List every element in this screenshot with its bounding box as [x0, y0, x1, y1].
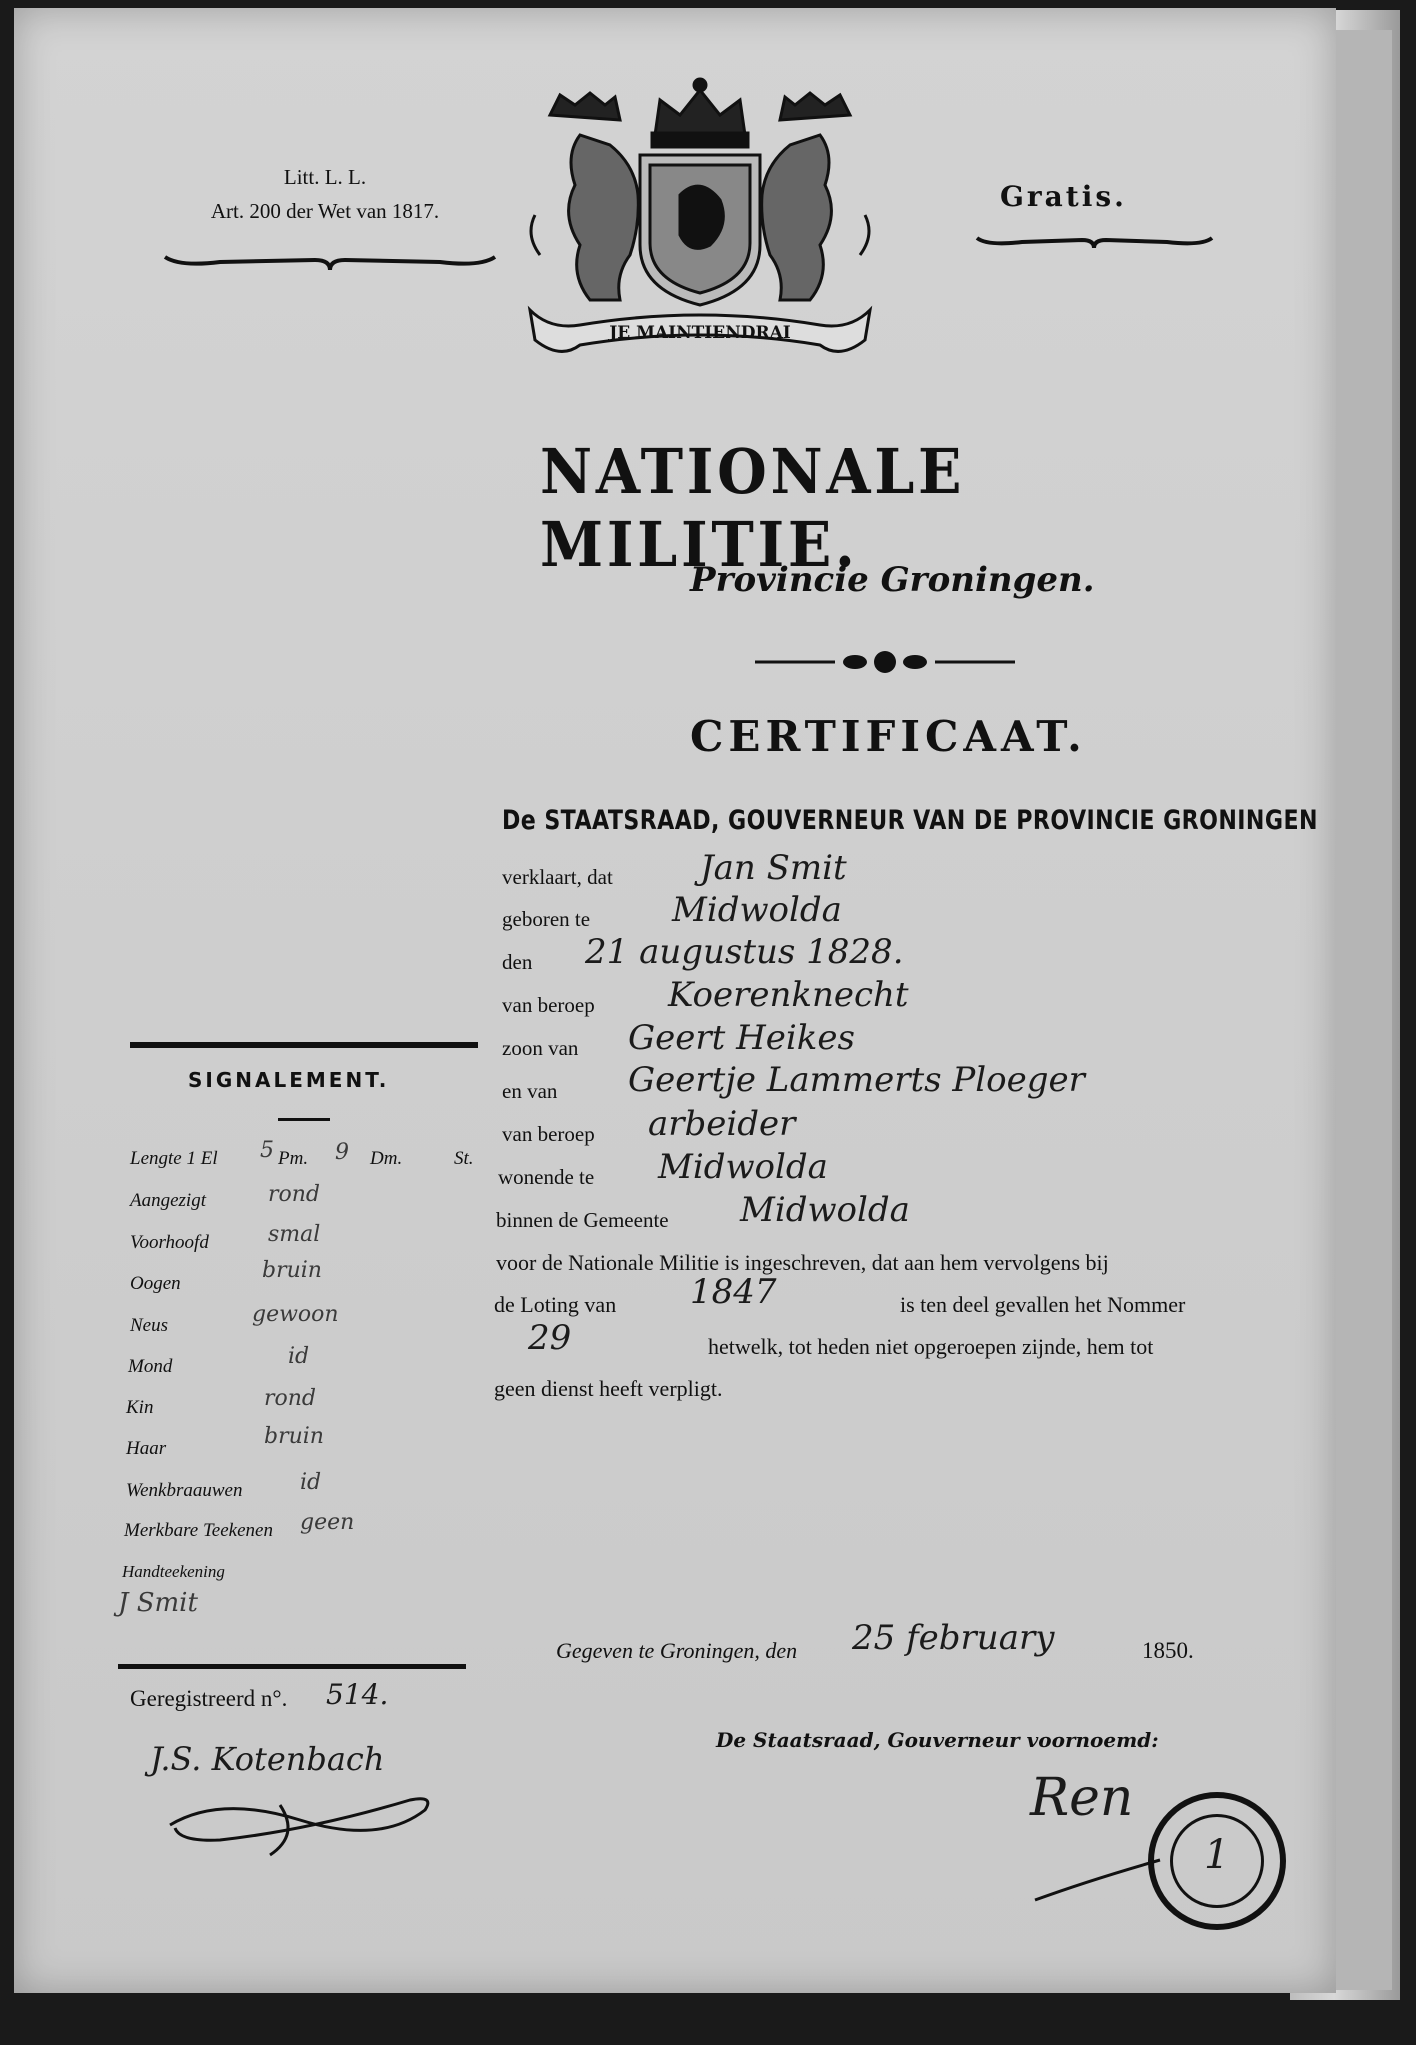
- registration-number: 514.: [326, 1678, 389, 1711]
- back-page-edge-2: [1330, 30, 1392, 1990]
- issue-year: 1850.: [1142, 1638, 1194, 1663]
- signalement-label-neus: Neus: [130, 1315, 168, 1336]
- registrar-signature: J.S. Kotenbach: [150, 1740, 385, 1778]
- field-value-residence: Midwolda: [658, 1147, 828, 1187]
- signalement-small-rule: [278, 1118, 330, 1121]
- field-value-father: Geert Heikes: [628, 1018, 855, 1058]
- reference-flourish: [160, 242, 500, 272]
- handteekening-signature: J Smit: [118, 1588, 198, 1618]
- field-label-gemeente: binnen de Gemeente: [496, 1208, 669, 1232]
- nommer-value: 29: [528, 1318, 572, 1358]
- field-value-municipality: Midwolda: [740, 1190, 910, 1230]
- stamp-mark: 1: [1204, 1832, 1230, 1878]
- signalement-value-mond: id: [288, 1344, 310, 1369]
- signalement-value-aangezigt: rond: [268, 1182, 321, 1207]
- signalement-label-teekenen: Merkbare Teekenen: [124, 1520, 273, 1541]
- loting-year: 1847: [690, 1272, 777, 1312]
- governor-signature: Ren: [1030, 1768, 1134, 1828]
- ornament-divider-icon: [755, 645, 1015, 679]
- field-label-verklaart: verklaart, dat: [502, 865, 613, 889]
- handteekening-label: Handteekening: [122, 1562, 225, 1581]
- body-line-4: geen dienst heeft verpligt.: [494, 1376, 723, 1401]
- signalement-label-aangezigt: Aangezigt: [130, 1190, 206, 1211]
- field-label-beroep-2: van beroep: [502, 1122, 595, 1146]
- coat-of-arms-icon: [520, 75, 880, 365]
- field-label-wonende: wonende te: [498, 1165, 595, 1189]
- field-label-den: den: [502, 950, 533, 974]
- province-subtitle: Provincie Groningen.: [690, 560, 1095, 600]
- field-value-birthplace: Midwolda: [672, 890, 842, 930]
- lengte-label: Lengte 1 El: [130, 1148, 218, 1169]
- field-value-name: Jan Smit: [700, 848, 847, 888]
- signalement-value-kin: rond: [264, 1386, 317, 1411]
- signalement-value-teekenen: geen: [300, 1510, 355, 1535]
- field-value-mother: Geertje Lammerts Ploeger: [628, 1060, 1085, 1100]
- reference-block: [160, 160, 490, 228]
- field-label-zoon: zoon van: [502, 1036, 579, 1060]
- signalement-label-kin: Kin: [126, 1397, 154, 1418]
- field-label-beroep: van beroep: [502, 993, 595, 1017]
- body-line-3: hetwelk, tot heden niet opgeroepen zijnde, hem tot: [708, 1334, 1154, 1359]
- field-value-parent-occupation: arbeider: [648, 1104, 796, 1144]
- dm-label: Dm.: [370, 1148, 403, 1169]
- registrar-flourish: [160, 1780, 440, 1870]
- gratis-label: Gratis.: [1000, 180, 1127, 213]
- signalement-label-haar: Haar: [126, 1438, 167, 1459]
- signalement-value-haar: bruin: [264, 1424, 324, 1449]
- signalement-label-wenkbraauwen: Wenkbraauwen: [126, 1480, 243, 1501]
- field-value-birthdate: 21 augustus 1828.: [585, 932, 904, 972]
- lengte-dm-value: 9: [335, 1140, 349, 1165]
- page-title: NATIONALE MILITIE.: [540, 435, 966, 581]
- pm-label: Pm.: [278, 1148, 309, 1169]
- field-label-geboren: geboren te: [502, 907, 591, 931]
- signalement-label-mond: Mond: [128, 1356, 173, 1377]
- st-label: St.: [454, 1148, 474, 1169]
- lengte-pm-value: 5: [260, 1138, 274, 1163]
- signalement-label-oogen: Oogen: [130, 1273, 181, 1294]
- given-at-text: Gegeven te Groningen, den: [556, 1638, 798, 1663]
- signalement-label-voorhoofd: Voorhoofd: [130, 1232, 209, 1253]
- issuer-line: De STAATSRAAD, GOUVERNEUR VAN DE PROVINCIE GRONINGEN: [502, 805, 1318, 836]
- field-value-occupation: Koerenknecht: [668, 975, 909, 1015]
- reference-line-1: Litt. L. L.: [283, 165, 367, 189]
- signalement-value-wenkbraauwen: id: [300, 1470, 322, 1495]
- reference-line-2: Art. 200 der Wet van 1817.: [210, 199, 440, 223]
- field-label-en-van: en van: [502, 1079, 558, 1103]
- motto-text: JE MAINTIENDRAI: [609, 323, 791, 343]
- document-type-heading: CERTIFICAAT.: [690, 712, 1087, 761]
- body-line-2-prefix: de Loting van: [494, 1292, 617, 1317]
- issue-date: 25 february: [852, 1618, 1055, 1658]
- signalement-value-oogen: bruin: [262, 1258, 322, 1283]
- registration-top-rule: [118, 1664, 466, 1669]
- signalement-value-neus: gewoon: [252, 1302, 339, 1327]
- seal-stamp: [1148, 1792, 1286, 1930]
- signalement-top-rule: [130, 1042, 478, 1048]
- registration-label: Geregistreerd n°.: [130, 1686, 288, 1711]
- closing-line: De Staatsraad, Gouverneur voornoemd:: [716, 1728, 1159, 1752]
- gratis-flourish: [972, 220, 1217, 250]
- signalement-title: SIGNALEMENT.: [188, 1068, 390, 1092]
- body-line-2-suffix: is ten deel gevallen het Nommer: [900, 1292, 1186, 1317]
- body-line-1: voor de Nationale Militie is ingeschreven, dat aan hem vervolgens bij: [496, 1250, 1109, 1275]
- signalement-value-voorhoofd: smal: [268, 1222, 321, 1247]
